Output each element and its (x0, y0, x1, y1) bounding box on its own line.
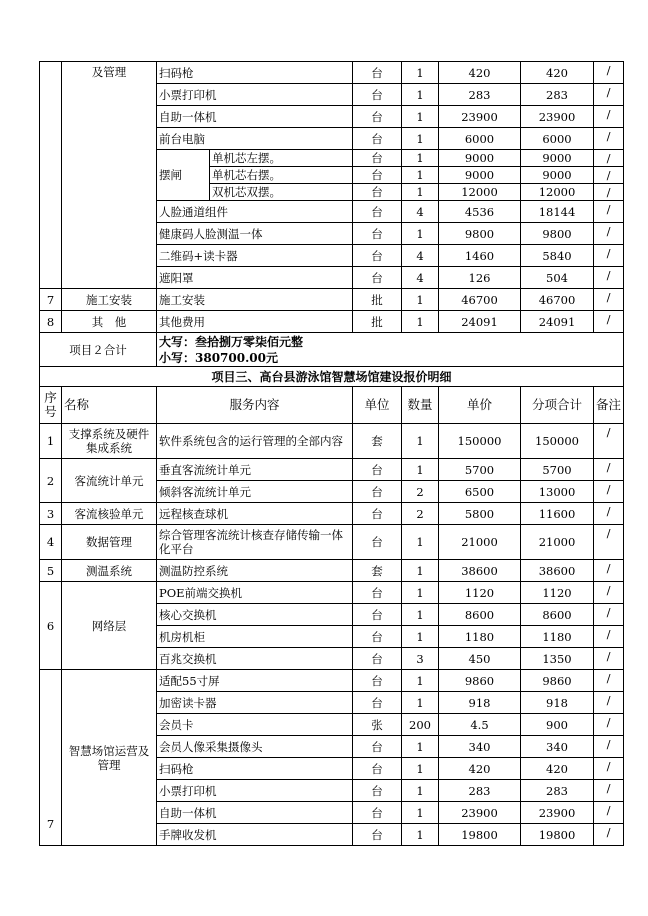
table-row: 手牌收发机 台 1 19800 19800 / (40, 824, 624, 846)
table-row: 3 客流核验单元 远程核查球机 台 2 5800 11600 / (40, 503, 624, 525)
table-row: 单机芯右摆。 台 1 9000 9000 / (40, 167, 624, 184)
table-row: 8 其 他 其他费用 批 1 24091 24091 / (40, 311, 624, 333)
total-amount (157, 333, 624, 367)
table-row: 核心交换机 台 1 8600 8600 / (40, 604, 624, 626)
table-row: 小票打印机 台 1 283 283 / (40, 84, 624, 106)
section-title-row (40, 367, 624, 387)
table-row: 双机芯双摆。 台 1 12000 12000 / (40, 184, 624, 201)
table-row: 自助一体机 台 1 23900 23900 / (40, 106, 624, 128)
table-row: 人脸通道组件 台 4 4536 18144 / (40, 201, 624, 223)
table-row: 倾斜客流统计单元 台 2 6500 13000 / (40, 481, 624, 503)
table-row: 会员人像采集摄像头 台 1 340 340 / (40, 736, 624, 758)
total-lower: 小写：380700.00元 (159, 350, 278, 365)
row-no-cell (40, 62, 62, 289)
table-row: 百兆交换机 台 3 450 1350 / (40, 648, 624, 670)
group-name-cell: 及管理 (62, 62, 157, 289)
section-title: 项目三、高台县游泳馆智慧场馆建设报价明细 (40, 367, 624, 387)
total-upper: 大写：叁拾捌万零柒佰元整 (159, 334, 304, 349)
total-row (40, 333, 624, 367)
header-row: 序号 名称 服务内容 单位 数量 单价 分项合计 备注 (40, 387, 624, 424)
table-row: 2 客流统计单元 垂直客流统计单元 台 1 5700 5700 / (40, 459, 624, 481)
table-row: 自助一体机 台 1 23900 23900 / (40, 802, 624, 824)
table-row: 7 施工安装 施工安装 批 1 46700 46700 / (40, 289, 624, 311)
table-row: 会员卡 张 200 4.5 900 / (40, 714, 624, 736)
table-row: 7 智慧场馆运营及管理 适配55寸屏 台 1 9860 9860 / (40, 670, 624, 692)
table-row: 健康码人脸测温一体 台 1 9800 9800 / (40, 223, 624, 245)
gate-label-cell: 摆闸 (157, 150, 210, 201)
table-row: 4 数据管理 综合管理客流统计核查存储传输一体化平台 台 1 21000 21000 / (40, 525, 624, 560)
quote-table (39, 61, 624, 846)
table-row: 6 网络层 POE前端交换机 台 1 1120 1120 / (40, 582, 624, 604)
table-row: 1 支撑系统及硬件集成系统 软件系统包含的运行管理的全部内容 套 1 150000 150000 / (40, 424, 624, 459)
table-row: 小票打印机 台 1 283 283 / (40, 780, 624, 802)
table-row: 加密读卡器 台 1 918 918 / (40, 692, 624, 714)
table-row: 二维码+读卡器 台 4 1460 5840 / (40, 245, 624, 267)
table-row: 及管理 扫码枪 台 1 420 420 / (40, 62, 624, 84)
table-row: 5 测温系统 测温防控系统 套 1 38600 38600 / (40, 560, 624, 582)
table-row: 遮阳罩 台 4 126 504 / (40, 267, 624, 289)
table-row: 摆闸 单机芯左摆。 台 1 9000 9000 / (40, 150, 624, 167)
table-row: 前台电脑 台 1 6000 6000 / (40, 128, 624, 150)
table-row: 扫码枪 台 1 420 420 / (40, 758, 624, 780)
table-row: 机房机柜 台 1 1180 1180 / (40, 626, 624, 648)
total-label: 项目２合计 (40, 333, 157, 367)
